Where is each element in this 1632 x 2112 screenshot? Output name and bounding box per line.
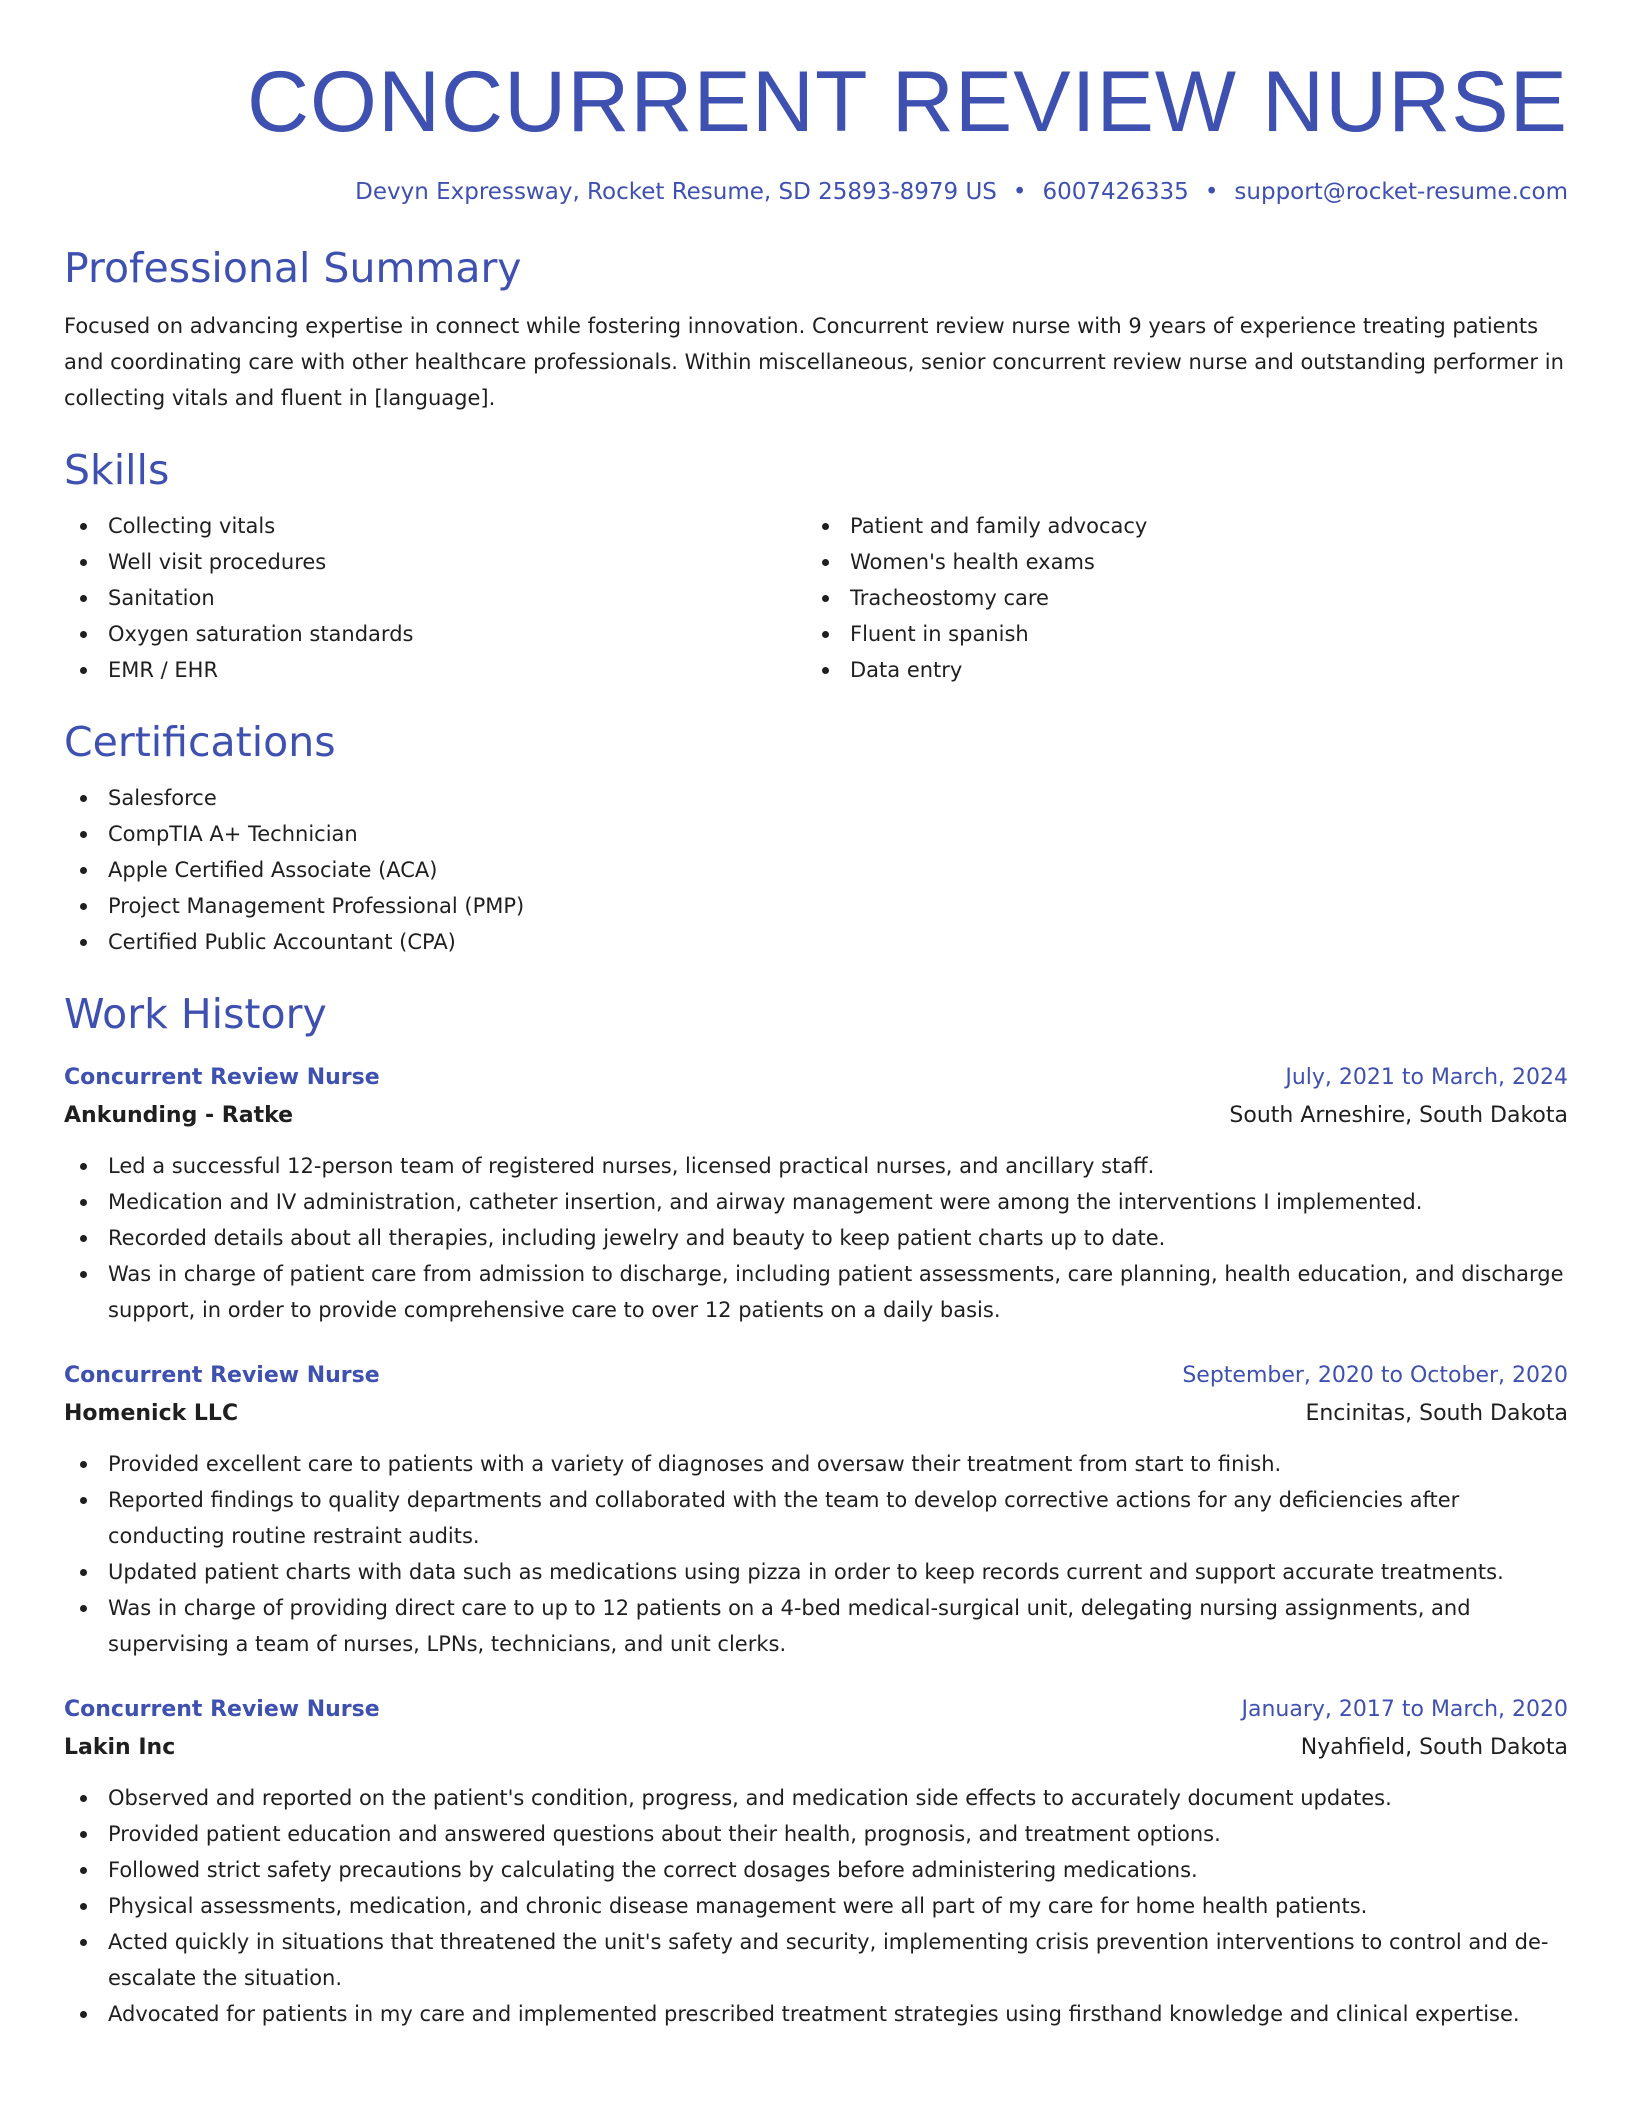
job-company-row [64,1096,1568,1136]
certifications-list [64,780,1568,960]
skills-list-left [64,508,806,688]
contact-address: Devyn Expressway, Rocket Resume, SD 25893-8979 US [355,179,997,205]
job-company: Lakin Inc [64,1735,176,1760]
job-company: Homenick LLC [64,1401,239,1426]
job-duty: Advocated for patients in my care and implemented prescribed treatment strategies using firsthand knowledge and clinical expertise. [64,1996,1568,2032]
summary-text: Focused on advancing expertise in connect while fostering innovation. Concurrent review nurse with 9 years of experience treating patients and coordinating care with other healthcare professionals. Within miscellaneous, senior concurrent review nurse and outstanding performer in collecting vitals and fluent in [language]. [64,314,1564,410]
certifications-heading: Certifications [64,718,336,766]
job-location: Nyahfield, South Dakota [1300,1735,1568,1760]
resume-name: CONCURRENT REVIEW NURSE [246,54,1568,150]
job-duty: Followed strict safety precautions by calculating the correct dosages before administering medications. [64,1852,1568,1888]
job-duty: Provided patient education and answered questions about their health, prognosis, and treatment options. [64,1816,1568,1852]
job-dates: July, 2021 to March, 2024 [1285,1065,1568,1090]
contact-separator: • [1012,179,1027,205]
contact-phone: 6007426335 [1042,179,1189,205]
skills-list-right [806,508,1548,688]
job-duty: Physical assessments, medication, and chronic disease management were all part of my care for home health patients. [64,1888,1568,1924]
job-company-row [64,1728,1568,1768]
job-duty: Observed and reported on the patient's condition, progress, and medication side effects to accurately document updates. [64,1780,1568,1816]
job-duty: Was in charge of providing direct care to up to 12 patients on a 4-bed medical-surgical unit, delegating nursing assignments, and supervising a team of nurses, LPNs, technicians, and unit clerks. [64,1590,1568,1662]
job-duty: Acted quickly in situations that threatened the unit's safety and security, implementing crisis prevention interventions to control and de-escalate the situation. [64,1924,1568,1996]
contact-separator: • [1204,179,1219,205]
job-duty: Led a successful 12-person team of registered nurses, licensed practical nurses, and ancillary staff. [64,1148,1568,1184]
contact-email: support@rocket-resume.com [1234,179,1568,205]
skills-columns [64,508,1568,688]
job-location: Encinitas, South Dakota [1305,1401,1568,1426]
job-title: Concurrent Review Nurse [64,1697,380,1722]
skill-item: Patient and family advocacy [806,508,1548,544]
skill-item: Sanitation [64,580,806,616]
certification-item: Certified Public Accountant (CPA) [64,924,1568,960]
work-history-heading: Work History [64,990,327,1038]
job-duty: Recorded details about all therapies, including jewelry and beauty to keep patient charts up to date. [64,1220,1568,1256]
job-company-row [64,1394,1568,1434]
summary-heading: Professional Summary [64,244,522,292]
contact-line [64,176,1568,208]
certification-item: Apple Certified Associate (ACA) [64,852,1568,888]
certification-item: CompTIA A+ Technician [64,816,1568,852]
job-header-row [64,1060,1568,1096]
skill-item: Oxygen saturation standards [64,616,806,652]
job-dates: January, 2017 to March, 2020 [1241,1697,1568,1722]
job-location: South Arneshire, South Dakota [1229,1103,1568,1128]
job-dates: September, 2020 to October, 2020 [1182,1363,1568,1388]
job-duties-list [64,1446,1568,1662]
job-company: Ankunding - Ratke [64,1103,294,1128]
skill-item: Fluent in spanish [806,616,1548,652]
certification-item: Salesforce [64,780,1568,816]
skill-item: Collecting vitals [64,508,806,544]
job-entry [64,1358,1568,1662]
skill-item: Well visit procedures [64,544,806,580]
skill-item: Data entry [806,652,1548,688]
skill-item: EMR / EHR [64,652,806,688]
job-header-row [64,1358,1568,1394]
job-duties-list [64,1780,1568,2032]
job-title: Concurrent Review Nurse [64,1065,380,1090]
job-duty: Reported findings to quality departments and collaborated with the team to develop corrective actions for any deficiencies after conducting routine restraint audits. [64,1482,1568,1554]
job-header-row [64,1692,1568,1728]
skills-heading: Skills [64,446,170,494]
job-duty: Medication and IV administration, catheter insertion, and airway management were among the interventions I implemented. [64,1184,1568,1220]
skill-item: Women's health exams [806,544,1548,580]
resume-page [64,52,1568,2032]
job-duty: Provided excellent care to patients with a variety of diagnoses and oversaw their treatment from start to finish. [64,1446,1568,1482]
skill-item: Tracheostomy care [806,580,1548,616]
job-duties-list [64,1148,1568,1328]
job-title: Concurrent Review Nurse [64,1363,380,1388]
job-entry [64,1692,1568,2032]
job-duty: Was in charge of patient care from admission to discharge, including patient assessments, care planning, health education, and discharge support, in order to provide comprehensive care to over 12 patients on a daily basis. [64,1256,1568,1328]
job-duty: Updated patient charts with data such as medications using pizza in order to keep records current and support accurate treatments. [64,1554,1568,1590]
certification-item: Project Management Professional (PMP) [64,888,1568,924]
job-entry [64,1060,1568,1328]
